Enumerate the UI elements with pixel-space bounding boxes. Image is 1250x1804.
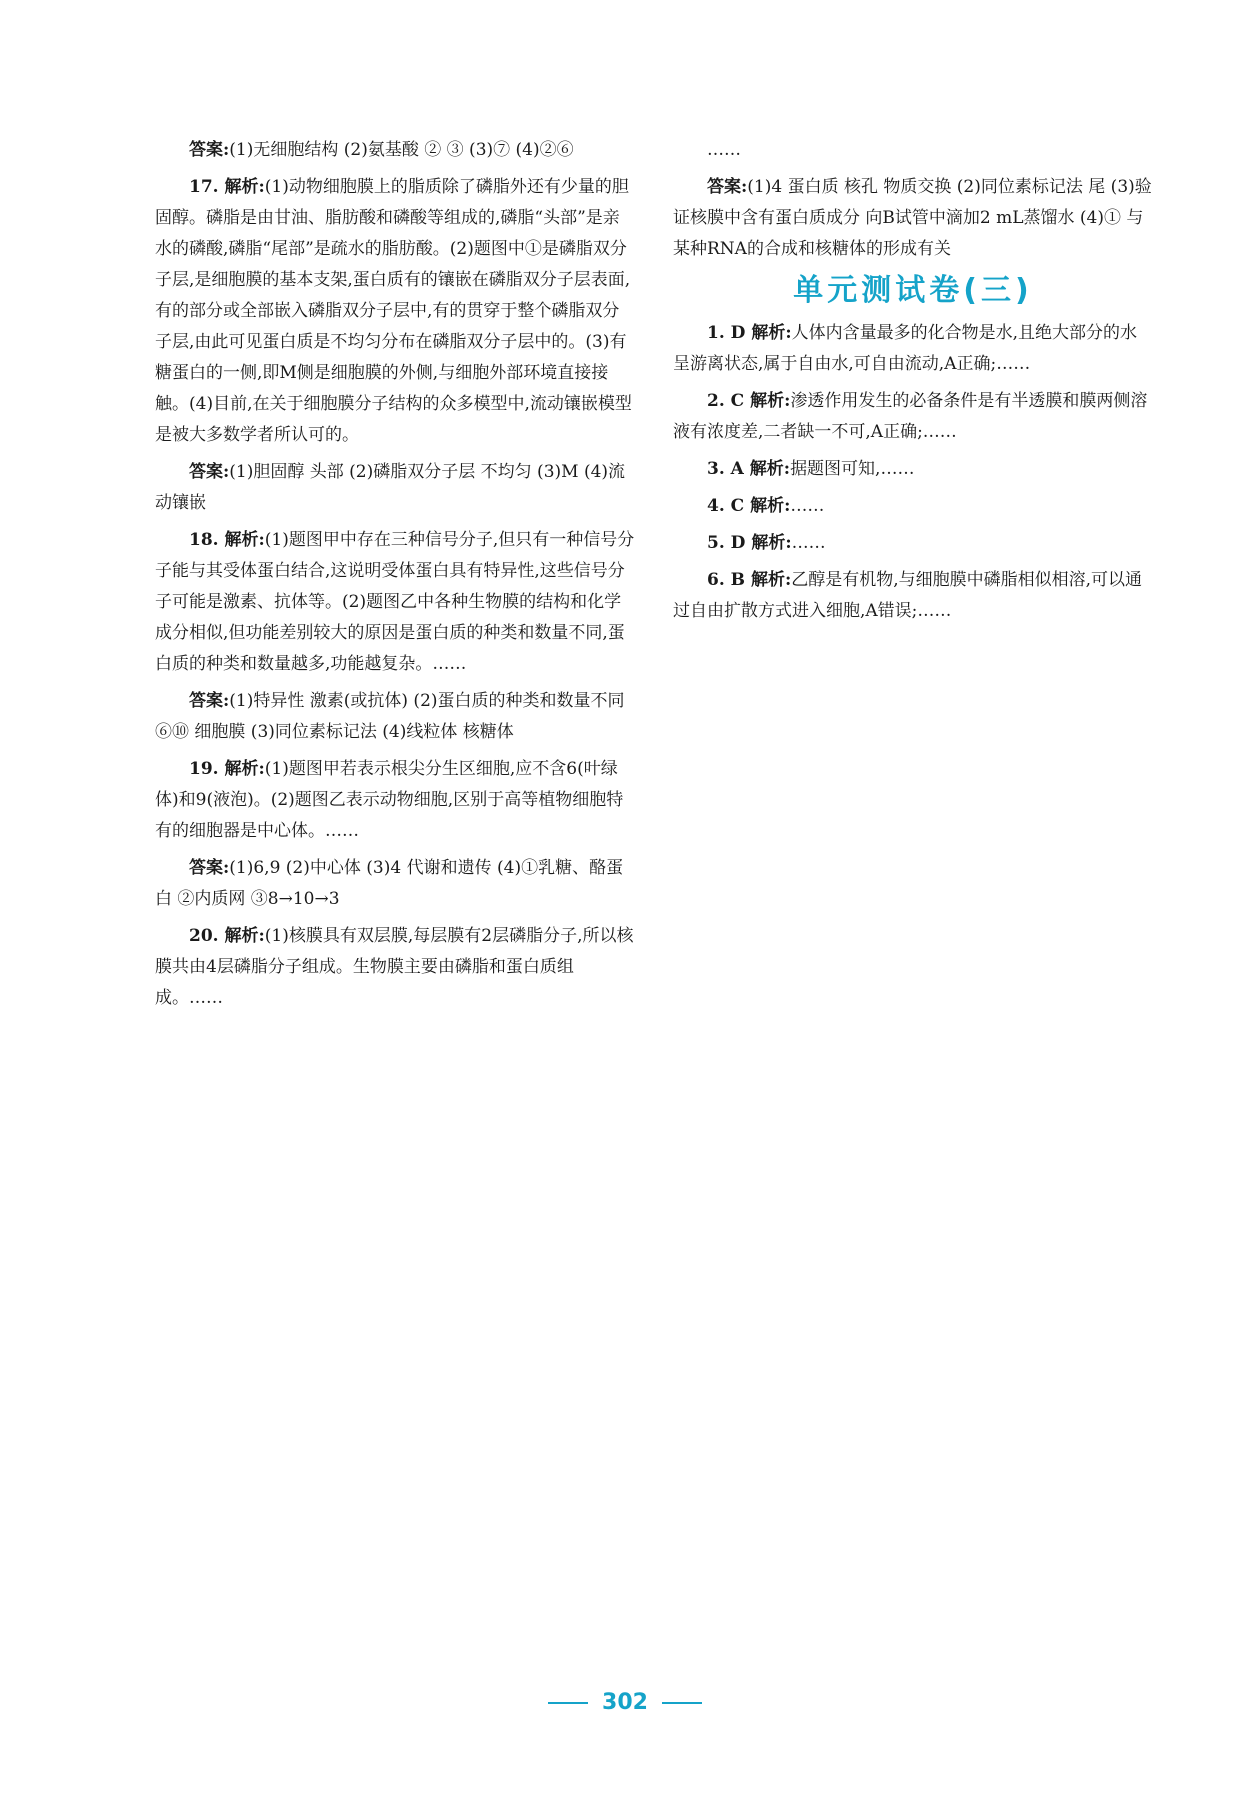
page-number: 302 [602, 1690, 648, 1715]
right-block [673, 318, 1153, 380]
left-block [155, 457, 635, 519]
block-label: 2. C 解析: [707, 391, 791, 411]
block-text: (1)胆固醇 头部 (2)磷脂双分子层 不均匀 (3)M (4)流动镶嵌 [155, 462, 626, 513]
block-text: …… [791, 533, 826, 553]
block-text: (1)特异性 激素(或抗体) (2)蛋白质的种类和数量不同 ⑥⑩ 细胞膜 (3)同位素标记法 (4)线粒体 核糖体 [155, 691, 625, 742]
block-label: 17. 解析: [189, 177, 265, 197]
page-footer [0, 1690, 1250, 1715]
block-text: 渗透作用发生的必备条件是有半透膜和膜两侧溶液有浓度差,二者缺一不可,A正确;…… [673, 391, 1148, 442]
block-text: (1)题图甲若表示根尖分生区细胞,应不含6(叶绿体)和9(液泡)。(2)题图乙表示动物细胞,区别于高等植物细胞特有的细胞器是中心体。…… [155, 759, 624, 841]
left-block [155, 754, 635, 847]
right-block [673, 528, 1153, 559]
block-text: (1)核膜具有双层膜,每层膜有2层磷脂分子,所以核膜共由4层磷脂分子组成。生物膜主要由磷脂和蛋白质组成。…… [155, 926, 634, 1008]
block-label: 5. D 解析: [707, 533, 792, 553]
left-block [155, 921, 635, 1014]
left-block [155, 135, 635, 166]
block-label: 4. C 解析: [707, 496, 791, 516]
left-column [155, 135, 635, 1655]
block-label: 18. 解析: [189, 530, 265, 550]
right-block [673, 565, 1153, 627]
block-label: 答案: [189, 858, 230, 878]
block-text: (1)6,9 (2)中心体 (3)4 代谢和遗传 (4)①乳糖、酪蛋白 ②内质网 ③8→10→3 [155, 858, 624, 909]
block-text: (1)动物细胞膜上的脂质除了磷脂外还有少量的胆固醇。磷脂是由甘油、脂肪酸和磷酸等组成的,磷脂“头部”是亲水的磷酸,磷脂“尾部”是疏水的脂肪酸。(2)题图中①是磷脂双分子层,是细胞膜的基本支架,蛋白质有的镶嵌在磷脂双分子层表面,有的部分或全部嵌入磷脂双分子层中,有的贯穿于整个磷脂双分子层,由此可见蛋白质是不均匀分布在磷脂双分子层中的。(3)有糖蛋白的一侧,即M侧是细胞膜的外侧,与细胞外部环境直接接触。(4)目前,在关于细胞膜分子结构的众多模型中,流动镶嵌模型是被大多数学者所认可的。 [155, 177, 632, 445]
block-text: (1)题图甲中存在三种信号分子,但只有一种信号分子能与其受体蛋白结合,这说明受体蛋白具有特异性,这些信号分子可能是激素、抗体等。(2)题图乙中各种生物膜的结构和化学成分相似,但功能差别较大的原因是蛋白质的种类和数量不同,蛋白质的种类和数量越多,功能越复杂。…… [155, 530, 635, 674]
block-text: (1)无细胞结构 (2)氨基酸 ② ③ (3)⑦ (4)②⑥ [229, 140, 574, 160]
right-block [673, 386, 1153, 448]
right-block [673, 135, 1153, 166]
footer-dash-right [662, 1702, 702, 1704]
block-label: 答案: [189, 691, 230, 711]
right-block [673, 172, 1153, 265]
footer-dash-left [548, 1702, 588, 1704]
two-column-body [155, 135, 1155, 1655]
block-label: 1. D 解析: [707, 323, 792, 343]
block-text: …… [707, 140, 741, 160]
block-text: 人体内含量最多的化合物是水,且绝大部分的水呈游离状态,属于自由水,可自由流动,A正确;…… [673, 323, 1138, 374]
left-block [155, 686, 635, 748]
block-label: 19. 解析: [189, 759, 265, 779]
block-label: 答案: [707, 177, 748, 197]
block-label: 3. A 解析: [707, 459, 791, 479]
right-block [673, 454, 1153, 485]
block-label: 6. B 解析: [707, 570, 792, 590]
block-text: 据题图可知,…… [790, 459, 915, 479]
block-label: 20. 解析: [189, 926, 265, 946]
left-block [155, 172, 635, 451]
block-label: 答案: [189, 140, 230, 160]
right-column [673, 135, 1153, 1655]
right-block [673, 491, 1153, 522]
left-block [155, 525, 635, 680]
block-text: (1)4 蛋白质 核孔 物质交换 (2)同位素标记法 尾 (3)验证核膜中含有蛋白质成分 向B试管中滴加2 mL蒸馏水 (4)① 与某种RNA的合成和核糖体的形成有关 [673, 177, 1152, 259]
block-label: 答案: [189, 462, 230, 482]
block-text: 乙醇是有机物,与细胞膜中磷脂相似相溶,可以通过自由扩散方式进入细胞,A错误;…… [673, 570, 1143, 621]
left-block [155, 853, 635, 915]
block-text: …… [790, 496, 825, 516]
section-title: 单元测试卷(三) [793, 273, 1033, 308]
